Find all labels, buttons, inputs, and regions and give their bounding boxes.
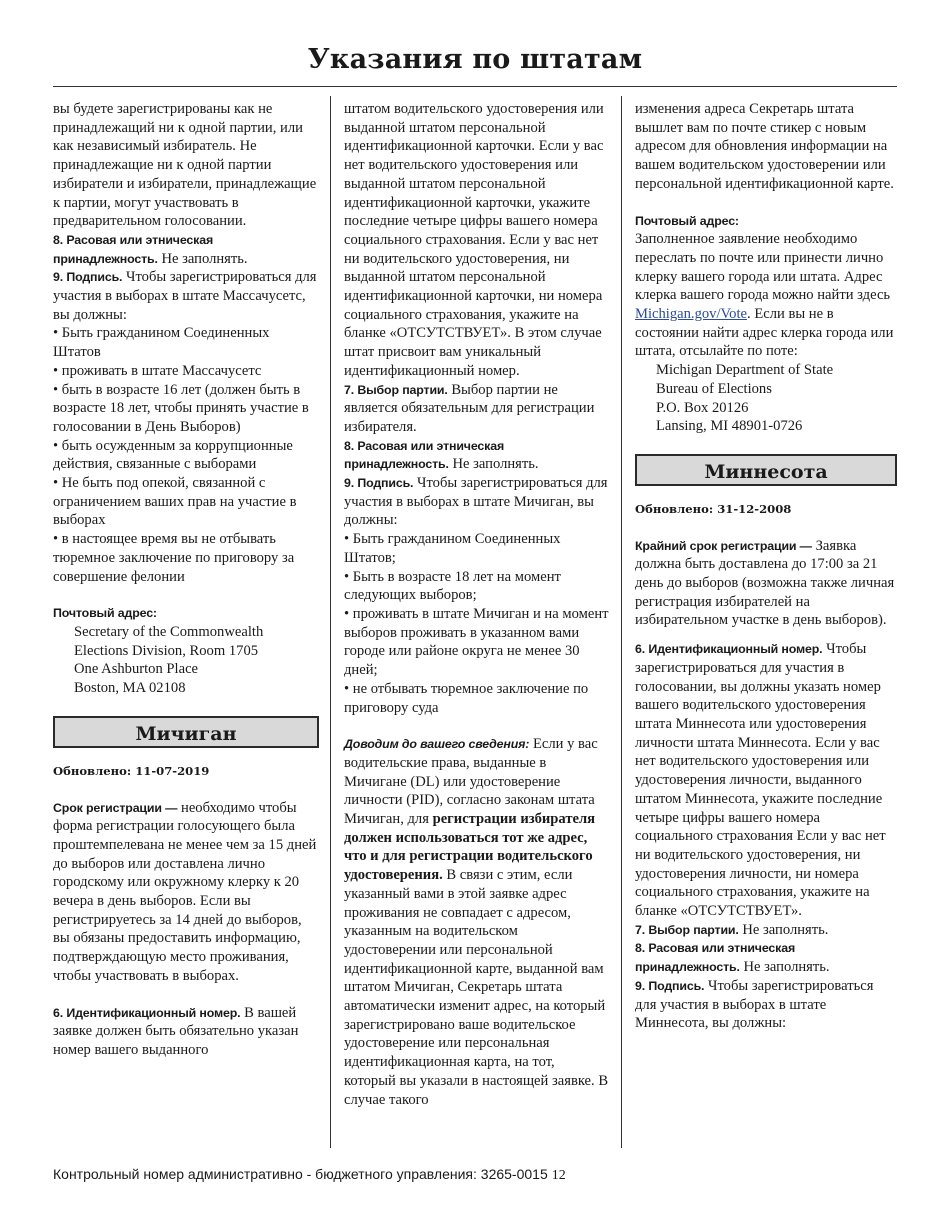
item-8-label: 8. Расовая или этническая принадлежность. — [53, 232, 214, 266]
address-line: Lansing, MI 48901-0726 — [656, 418, 803, 435]
page-number: 12 — [551, 1168, 566, 1183]
michigan-notice-continued: изменения адреса Секретарь штата вышлет вам по почте стикер с новым адресом для обновления информации на вашем водительском удостоверении или персональной идентификационной карте. — [635, 101, 894, 192]
notice-text-continued: В связи с этим, если указанный вами в этой заявке адрес проживания не совпадает с адресом, указанным на водительском удостоверении или персональной идентификационной карте, выданной вам штатом Мичиган, Секретарь штата автоматически изменит адрес, на который зарегистрировано ваше водительское удостоверение или персональная идентификационная карта, на тот, который вы указали в настоящей заявке. В случае такого — [344, 867, 609, 1108]
michigan-item-9 — [344, 474, 610, 530]
mail-text: Заполненное заявление необходимо переслать по почте или принести лично клерку вашего города или штата. Адрес клерка вашего города можно найти здесь — [635, 231, 891, 304]
omb-control-number: Контрольный номер административно - бюджетного управления: 3265-0015 — [53, 1166, 548, 1182]
minnesota-item-7 — [635, 921, 897, 940]
item-9-label: 9. Подпись. — [344, 476, 414, 491]
minnesota-section-header: Миннесота — [635, 454, 897, 486]
item-8-text: Не заполнять. — [448, 456, 539, 473]
item-8-label: 8. Расовая или этническая принадлежность. — [344, 438, 505, 472]
michigan-mail-instructions — [635, 230, 897, 361]
notice-text: Если у вас водительские права, выданные в Мичигане (DL) или удостоверение личности (PID), согласно законам штата Мичиган, для — [344, 736, 598, 828]
minnesota-item-8 — [635, 939, 897, 976]
massachusetts-item-9 — [53, 268, 319, 324]
requirement-item: • проживать в штате Массачусетс — [53, 362, 262, 379]
page-title: Указания по штатам — [307, 44, 643, 75]
deadline-label: Крайний срок регистрации — — [635, 538, 812, 553]
item-7-text: Не заполнять. — [738, 921, 829, 938]
title-rule — [53, 86, 897, 87]
requirement-item: • Быть гражданином Соединенных Штатов — [53, 325, 270, 361]
address-line: P.O. Box 20126 — [656, 399, 749, 416]
column-divider-1 — [330, 96, 331, 1148]
minnesota-updated-date: Обновлено: 31-12-2008 — [635, 501, 792, 516]
mail-address-label: Почтовый адрес: — [635, 213, 739, 228]
address-line: One Ashburton Place — [74, 661, 199, 678]
massachusetts-party-note: вы будете зарегистрированы как не принадлежащий ни к одной партии, или как независимый избиратель. Не принадлежащие ни к одной партии избиратели и избиратели, принадлежащие к партии, могут участвовать в предварительном голосовании. — [53, 101, 317, 230]
michigan-section-header: Мичиган — [53, 716, 319, 748]
notice-label: Доводим до вашего сведения: — [344, 737, 530, 752]
requirement-item: • проживать в штате Мичиган и на момент выборов проживать в указанном вами городе или районе округа не менее 30 дней; — [344, 605, 609, 679]
item-9-label: 9. Подпись. — [635, 978, 705, 993]
deadline-text: Заявка должна быть доставлена до 17:00 за 21 день до выборов (возможна также личная регистрация избирателей на избирательном участке в день выборов). — [635, 537, 895, 629]
column-3 — [635, 100, 897, 1033]
deadline-text: необходимо чтобы форма регистрации голосующего была проштемпелевана не менее чем за 15 дней до выборов или доставлена лично городскому или окружному клерку к 20 вечера в день выборов. Если вы регистрируетесь за 14 дней до выборов, вы обязаны предоставить информацию, подтверждающую место проживания, чтобы участвовать в выборах. — [53, 799, 317, 984]
column-1 — [53, 100, 319, 1060]
address-line: Boston, MA 02108 — [74, 680, 186, 697]
item-6-label: 6. Идентификационный номер. — [635, 642, 823, 657]
requirement-item: • не отбывать тюремное заключение по приговору суда — [344, 680, 589, 716]
requirement-item: • быть осужденным за коррупционные действия, связанные с выборами — [53, 437, 293, 473]
michigan-deadline — [53, 799, 319, 986]
column-divider-2 — [621, 96, 622, 1148]
michigan-notice — [344, 735, 610, 1109]
item-8-label: 8. Расовая или этническая принадлежность. — [635, 941, 796, 975]
address-line: Bureau of Elections — [656, 380, 772, 397]
address-line: Michigan Department of State — [656, 362, 834, 379]
minnesota-deadline — [635, 537, 897, 631]
mail-address-label: Почтовый адрес: — [53, 606, 157, 621]
item-7-text: Выбор партии не является обязательным для регистрации избирателя. — [344, 381, 595, 435]
mail-text-continued: . Если вы не в состоянии найти адрес клерка города или штата, отсылайте по поте: — [635, 306, 894, 360]
requirement-item: • Быть в возрасте 18 лет на момент следующих выборов; — [344, 568, 561, 604]
requirement-item: • Быть гражданином Соединенных Штатов; — [344, 531, 561, 566]
item-9-text: Чтобы зарегистрироваться для участия в выборах в штате Миннесота, вы должны: — [635, 977, 874, 1032]
item-6-label: 6. Идентификационный номер. — [53, 1005, 241, 1020]
requirement-item: • в настоящее время вы не отбывать тюремное заключение по приговору за совершение фелонии — [53, 531, 295, 585]
michigan-item-6 — [53, 1004, 319, 1060]
deadline-label: Срок регистрации — — [53, 800, 178, 815]
item-9-text: Чтобы зарегистрироваться для участия в выборах в штате Массачусетс, вы должны: — [53, 269, 317, 323]
massachusetts-item-8 — [53, 231, 319, 268]
michigan-item-7 — [344, 381, 610, 437]
minnesota-item-9 — [635, 977, 897, 1033]
notice-bold-text: регистрации избирателя должен использоваться тот же адрес, что и для регистрации водительского удостоверения. — [344, 811, 596, 884]
item-7-label: 7. Выбор партии. — [635, 922, 739, 937]
requirement-item: • быть в возрасте 16 лет (должен быть в возрасте 18 лет, чтобы принять участие в голосовании в День Выборов) — [53, 381, 309, 435]
column-2 — [344, 100, 610, 1109]
michigan-updated-date: Обновлено: 11-07-2019 — [53, 763, 210, 778]
minnesota-item-6 — [635, 640, 897, 921]
page-footer — [53, 1166, 566, 1184]
item-6-text: Чтобы зарегистрироваться для участия в голосовании, вы должны указать номер вашего водительского удостоверения штата Миннесота или удостоверения личности штата Миннесота. Если у вас нет водительского удостоверения или удостоверения личности, выданного штатом Миннесота, укажите последние четыре цифры вашего номера социального страхования Если у вас нет ни водительского удостоверения, ни удостоверения личности, ни номера социального страхования, укажите на бланке «ОТСУТСТВУЕТ». — [635, 641, 886, 920]
michigan-item-8 — [344, 437, 610, 474]
item-7-label: 7. Выбор партии. — [344, 382, 448, 397]
item-9-text: Чтобы зарегистрироваться для участия в выборах в штате Мичиган, вы должны: — [344, 475, 608, 529]
michigan-item-6-continued: штатом водительского удостоверения или выданной штатом персональной идентификационной карточки. Если у вас нет водительского удостоверения или выданной штатом персональной идентификационной карточки, укажите последние четыре цифры вашего номера социального страхования. Если у вас нет ни водительского удостоверения, ни выданной штатом персональной идентификационной карточки, ни номера социального страхования, укажите на бланке «ОТСУТСТВУЕТ». В этом случае штат присвоит вам уникальный идентификационный номер. — [344, 101, 604, 379]
address-line: Secretary of the Commonwealth — [74, 623, 264, 640]
item-6-text: В вашей заявке должен быть обязательно указан номер вашего выданного — [53, 1004, 299, 1058]
address-line: Elections Division, Room 1705 — [74, 642, 259, 659]
item-8-text: Не заполнять. — [739, 959, 830, 976]
item-8-text: Не заполнять. — [157, 250, 248, 267]
michigan-vote-link[interactable]: Michigan.gov/Vote — [635, 306, 748, 323]
requirement-item: • Не быть под опекой, связанной с ограничением ваших прав на участие в выборах — [53, 475, 297, 529]
item-9-label: 9. Подпись. — [53, 270, 123, 285]
